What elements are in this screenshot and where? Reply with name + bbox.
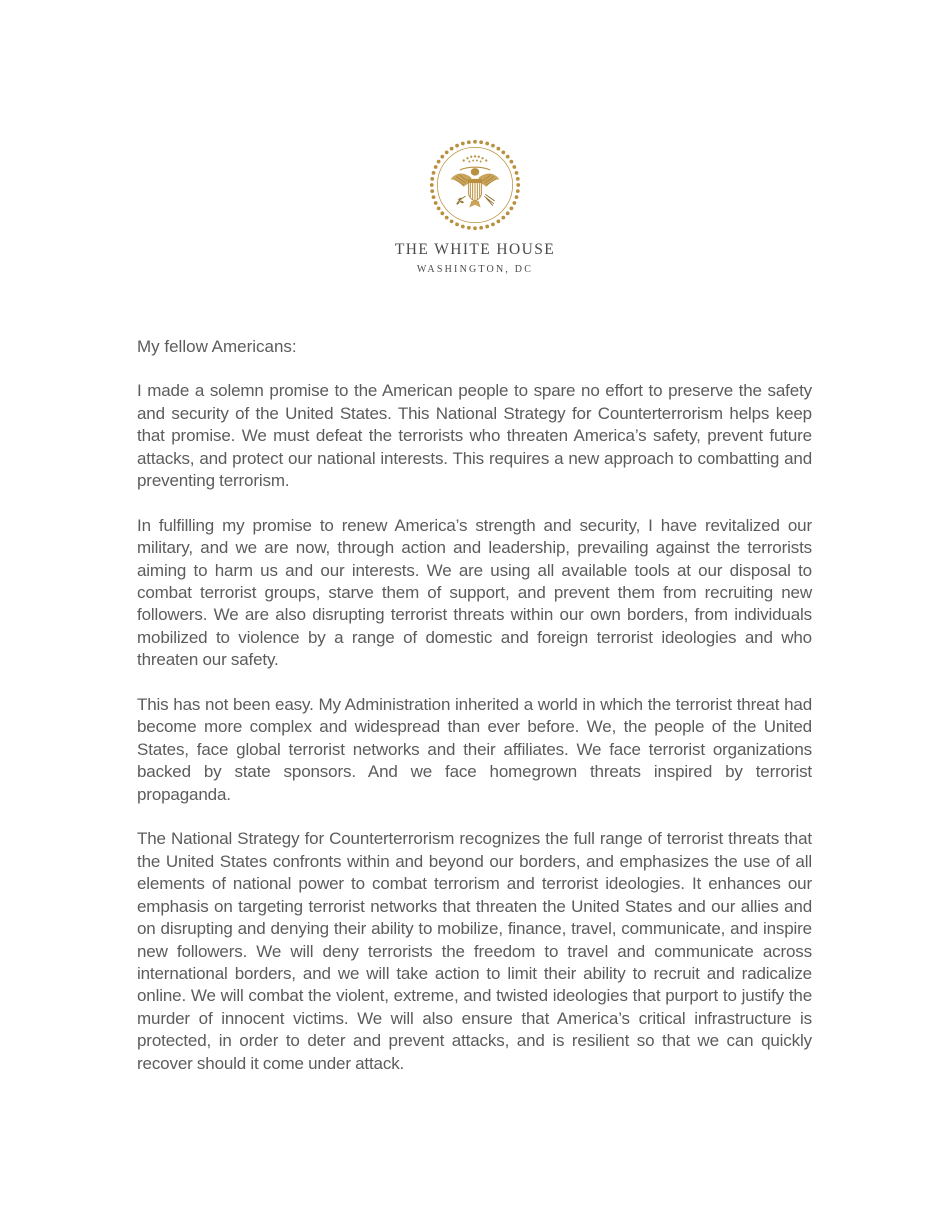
seal-dot xyxy=(509,206,513,210)
paragraph: In fulfilling my promise to renew America’s strength and security, I have revitalized our military, and we are now, through action and leadership, prevailing against the terrorists aiming to harm us and our interests. We are using all available tools at our disposal to combat terrorist groups, starve them of support, and prevent them from recruiting new followers. We are also disrupting terrorist threats within our own borders, from individuals mobilized to violence by a range of domestic and foreign terrorist ideologies and who threaten our safety. xyxy=(137,515,812,670)
seal-dot xyxy=(496,219,500,223)
letter-body xyxy=(137,336,812,1097)
org-name: THE WHITE HOUSE xyxy=(394,241,556,258)
seal-dot xyxy=(434,201,438,205)
seal-dot xyxy=(440,211,444,215)
paragraph: This has not been easy. My Administration inherited a world in which the terrorist threat had become more complex and widespread than ever before. We, the people of the United States, face global terrorist networks and their affiliates. We face terrorist organizations backed by state sponsors. And we face homegrown threats inspired by terrorist propaganda. xyxy=(137,695,812,804)
seal-dot xyxy=(437,160,441,164)
seal-dot xyxy=(512,165,516,169)
seal-dot xyxy=(461,225,465,229)
seal-dot xyxy=(430,189,434,193)
seal-dot xyxy=(516,183,520,187)
seal-dot xyxy=(506,155,510,159)
seal-dot xyxy=(512,201,516,205)
seal-dot xyxy=(434,165,438,169)
seal-dot xyxy=(445,216,449,220)
seal-dot xyxy=(485,225,489,229)
seal-dot xyxy=(450,219,454,223)
seal-dot xyxy=(445,150,449,154)
letterhead xyxy=(0,138,950,275)
seal-dot xyxy=(515,195,519,199)
seal-dot xyxy=(467,140,471,144)
seal-dot xyxy=(485,142,489,146)
seal-dot xyxy=(432,171,436,175)
seal-dot xyxy=(479,140,483,144)
salutation: My fellow Americans: xyxy=(137,337,297,356)
seal-dot xyxy=(455,144,459,148)
seal-dot xyxy=(516,177,520,181)
seal-dot xyxy=(501,216,505,220)
seal-dot xyxy=(461,142,465,146)
seal-dot xyxy=(491,144,495,148)
seal-dot xyxy=(509,160,513,164)
presidential-seal-icon xyxy=(428,138,522,232)
seal-dot xyxy=(515,171,519,175)
seal-dot xyxy=(491,222,495,226)
seal-dot xyxy=(467,226,471,230)
paragraph: The National Strategy for Counterterrorism recognizes the full range of terrorist threats that the United States confronts within and beyond our borders, and emphasizes the use of all elements of national power to combat terrorism and terrorist ideologies. It enhances our emphasis on targeting terrorist networks that threaten the United States and our allies and on disrupting and denying their ability to mobilize, finance, travel, communicate, and inspire new followers. We will deny terrorists the freedom to travel and communicate across international borders, and we will take action to limit their ability to recruit and radicalize online. We will combat the violent, extreme, and twisted ideologies that purport to justify the murder of innocent victims. We will also ensure that America’s critical infrastructure is protected, in order to deter and prevent attacks, and is resilient so that we can quickly recover should it come under attack. xyxy=(137,829,812,1073)
seal-dot xyxy=(430,177,434,181)
seal-dot xyxy=(479,226,483,230)
seal-dot xyxy=(450,147,454,151)
seal-dot xyxy=(473,226,477,230)
seal-dot xyxy=(501,150,505,154)
seal-dot xyxy=(496,147,500,151)
seal-dot xyxy=(440,155,444,159)
seal-dot xyxy=(455,222,459,226)
seal-dot xyxy=(506,211,510,215)
paragraph: I made a solemn promise to the American people to spare no effort to preserve the safety and security of the United States. This National Strategy for Counterterrorism helps keep that promise. We must defeat the terrorists who threaten America’s safety, prevent future attacks, and protect our national interests. This requires a new approach to combatting and preventing terrorism. xyxy=(137,381,812,491)
seal-dot xyxy=(430,183,434,187)
seal-dot xyxy=(432,195,436,199)
seal-dot xyxy=(473,140,477,144)
org-location: WASHINGTON, DC xyxy=(416,264,534,275)
seal-dot xyxy=(437,206,441,210)
seal-dot xyxy=(516,189,520,193)
